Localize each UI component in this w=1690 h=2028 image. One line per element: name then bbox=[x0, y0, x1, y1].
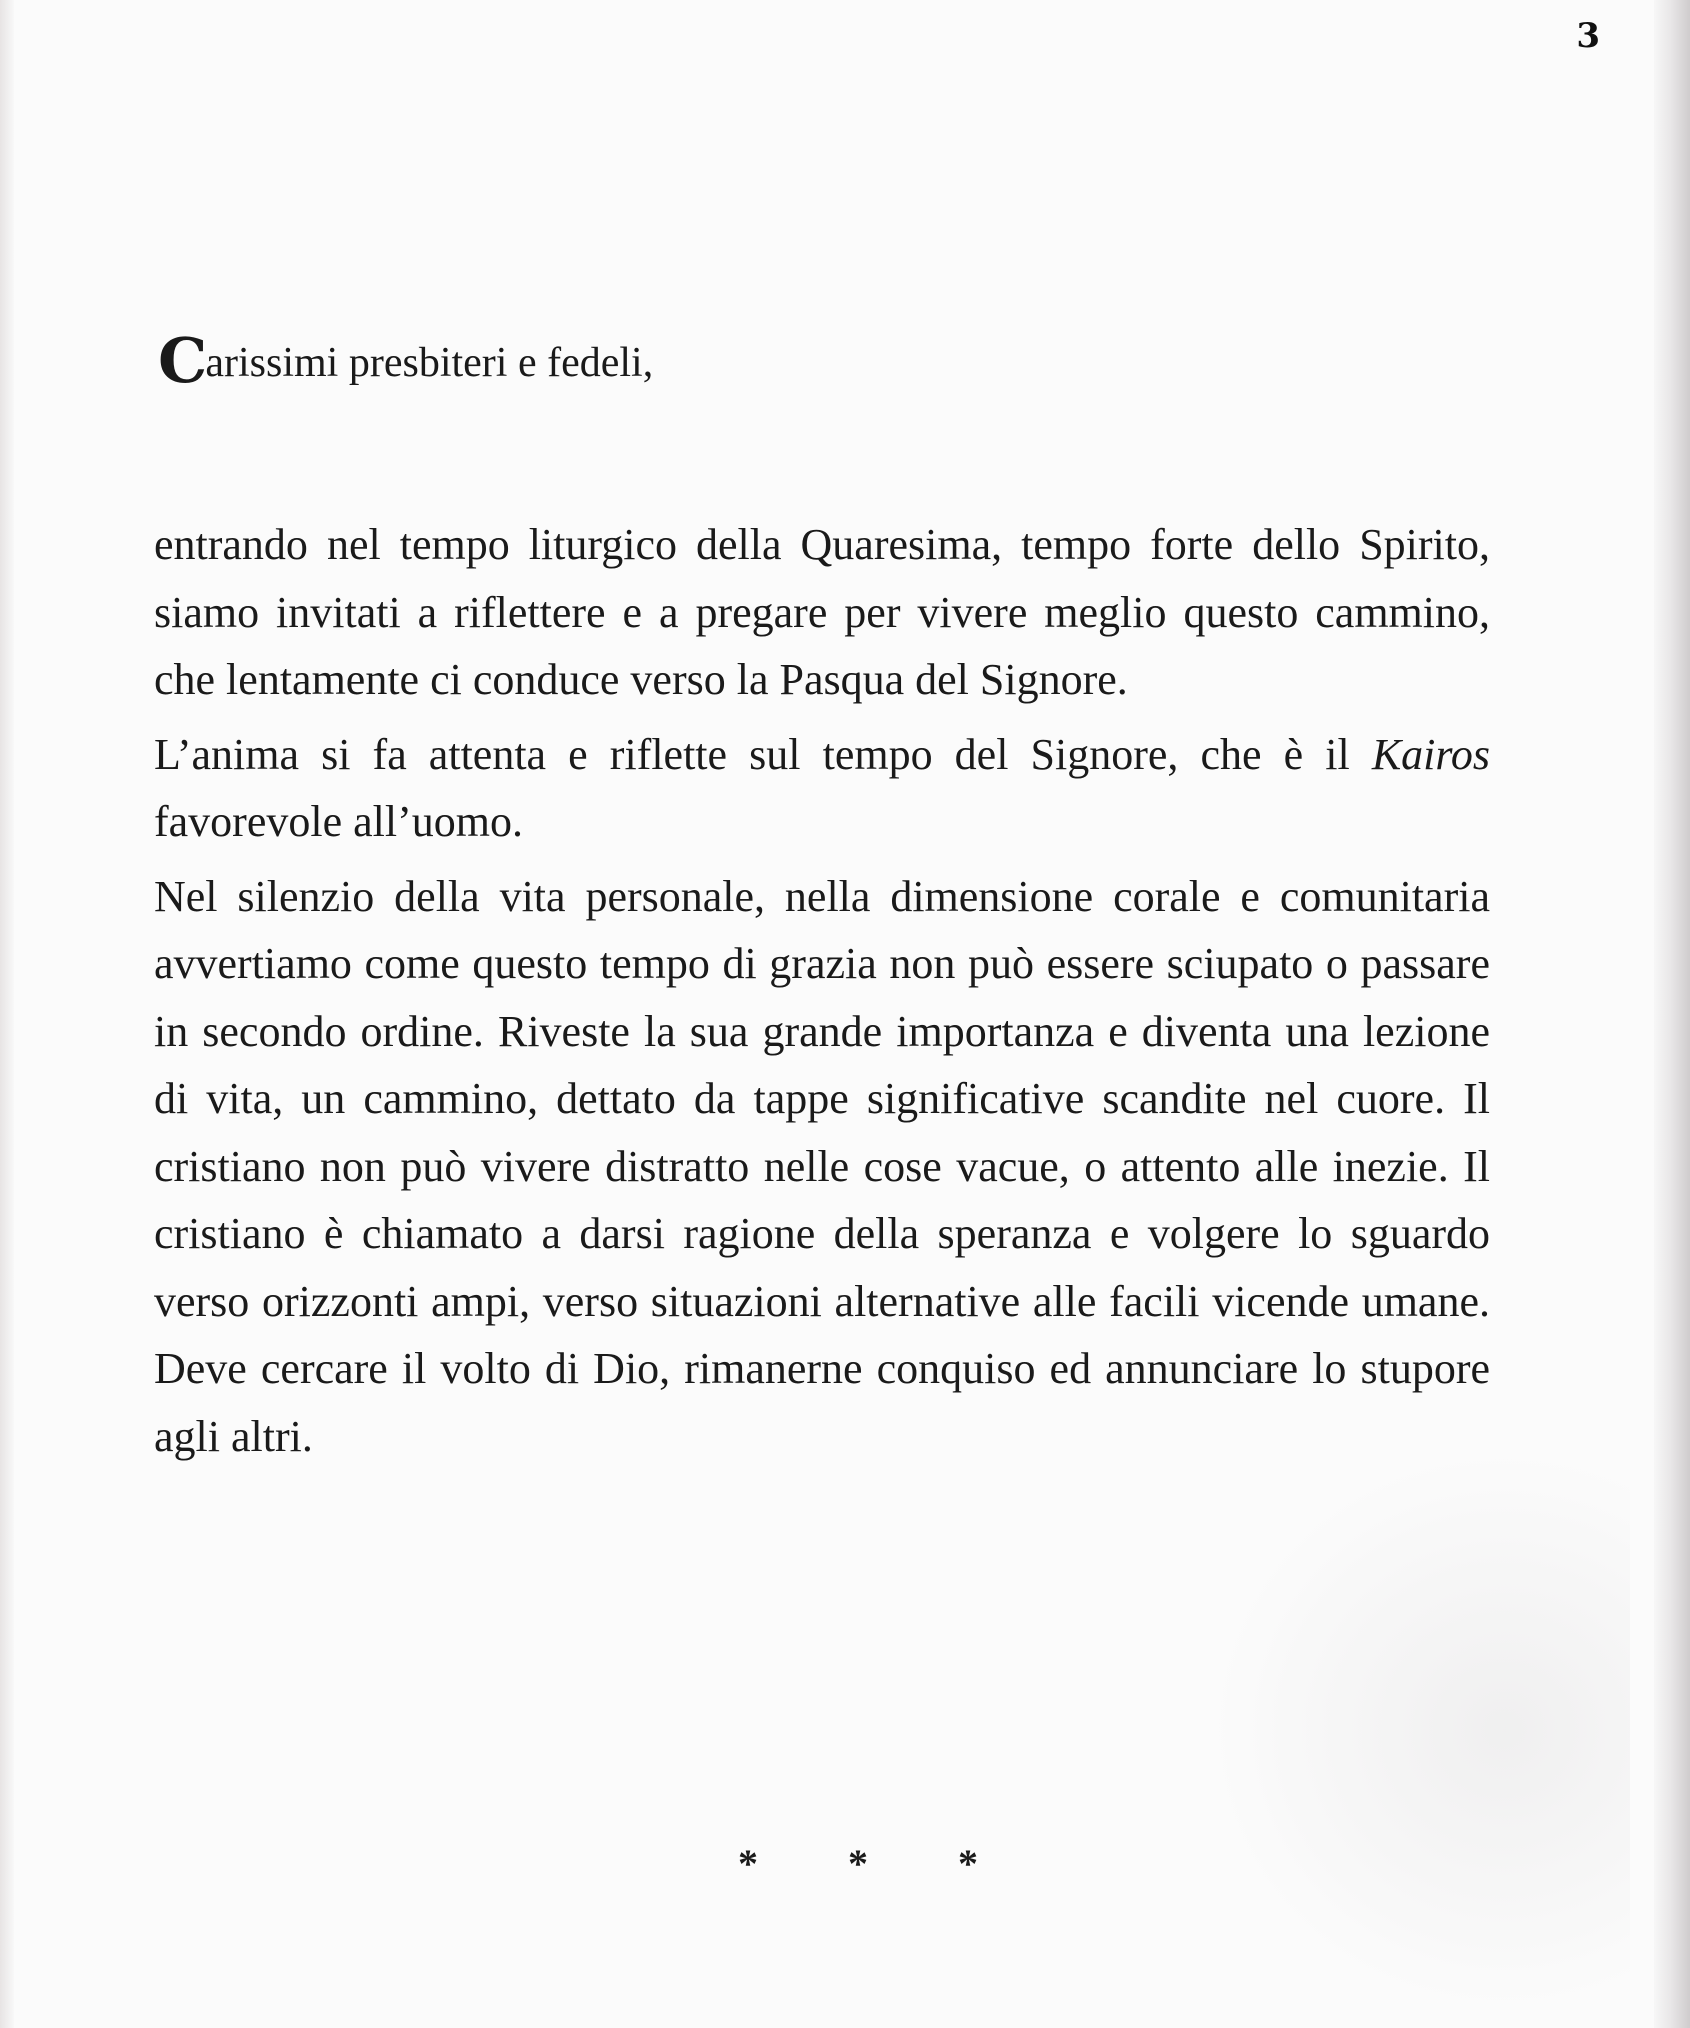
paragraph-3-text: Nel silenzio della vita personale, nella dimensione corale e comunitaria avvertiamo come questo tempo di grazia non può essere sciupato o passare in secondo ordine. Riveste la sua grande importanza e diventa una lezione di vita, un cammino, dettato da tappe significative scandite nel cuore. Il cristiano non può vivere distratto nelle cose vacue, o attento alle inezie. Il cristiano è chiamato a darsi ragione della speranza e volgere lo sguardo verso orizzonti ampi, verso situazioni alternative alle facili vicende umane. Deve cercare il volto di Dio, rimanerne conquiso ed annunciare lo stupore agli altri. bbox=[154, 871, 1490, 1461]
paragraph-1-text: entrando nel tempo liturgico della Quaresima, tempo forte dello Spirito, siamo invitati a riflettere e a pregare per vivere meglio questo cammino, che lentamente ci conduce verso la Pasqua del Signore. bbox=[154, 520, 1490, 704]
bleed-through-shadow bbox=[1210, 1450, 1630, 2010]
page-left-shadow bbox=[0, 0, 14, 2028]
drop-initial: C bbox=[158, 324, 206, 397]
letter-body bbox=[154, 511, 1490, 1477]
section-separator: * * * bbox=[738, 1841, 1018, 1886]
kairos-term: Kairos bbox=[1371, 729, 1490, 779]
paragraph-2-text-b: favorevole all’uomo. bbox=[154, 797, 523, 846]
salutation bbox=[158, 324, 654, 397]
paragraph-1 bbox=[154, 511, 1490, 714]
page-right-edge bbox=[1654, 0, 1690, 2028]
page-number: 3 bbox=[1576, 16, 1600, 56]
paragraph-3 bbox=[154, 863, 1490, 1471]
paragraph-2-text-a: L’anima si fa attenta e riflette sul tempo del Signore, che è il bbox=[154, 729, 1372, 779]
paragraph-2 bbox=[154, 721, 1490, 856]
salutation-text: arissimi presbiteri e fedeli, bbox=[205, 340, 654, 386]
